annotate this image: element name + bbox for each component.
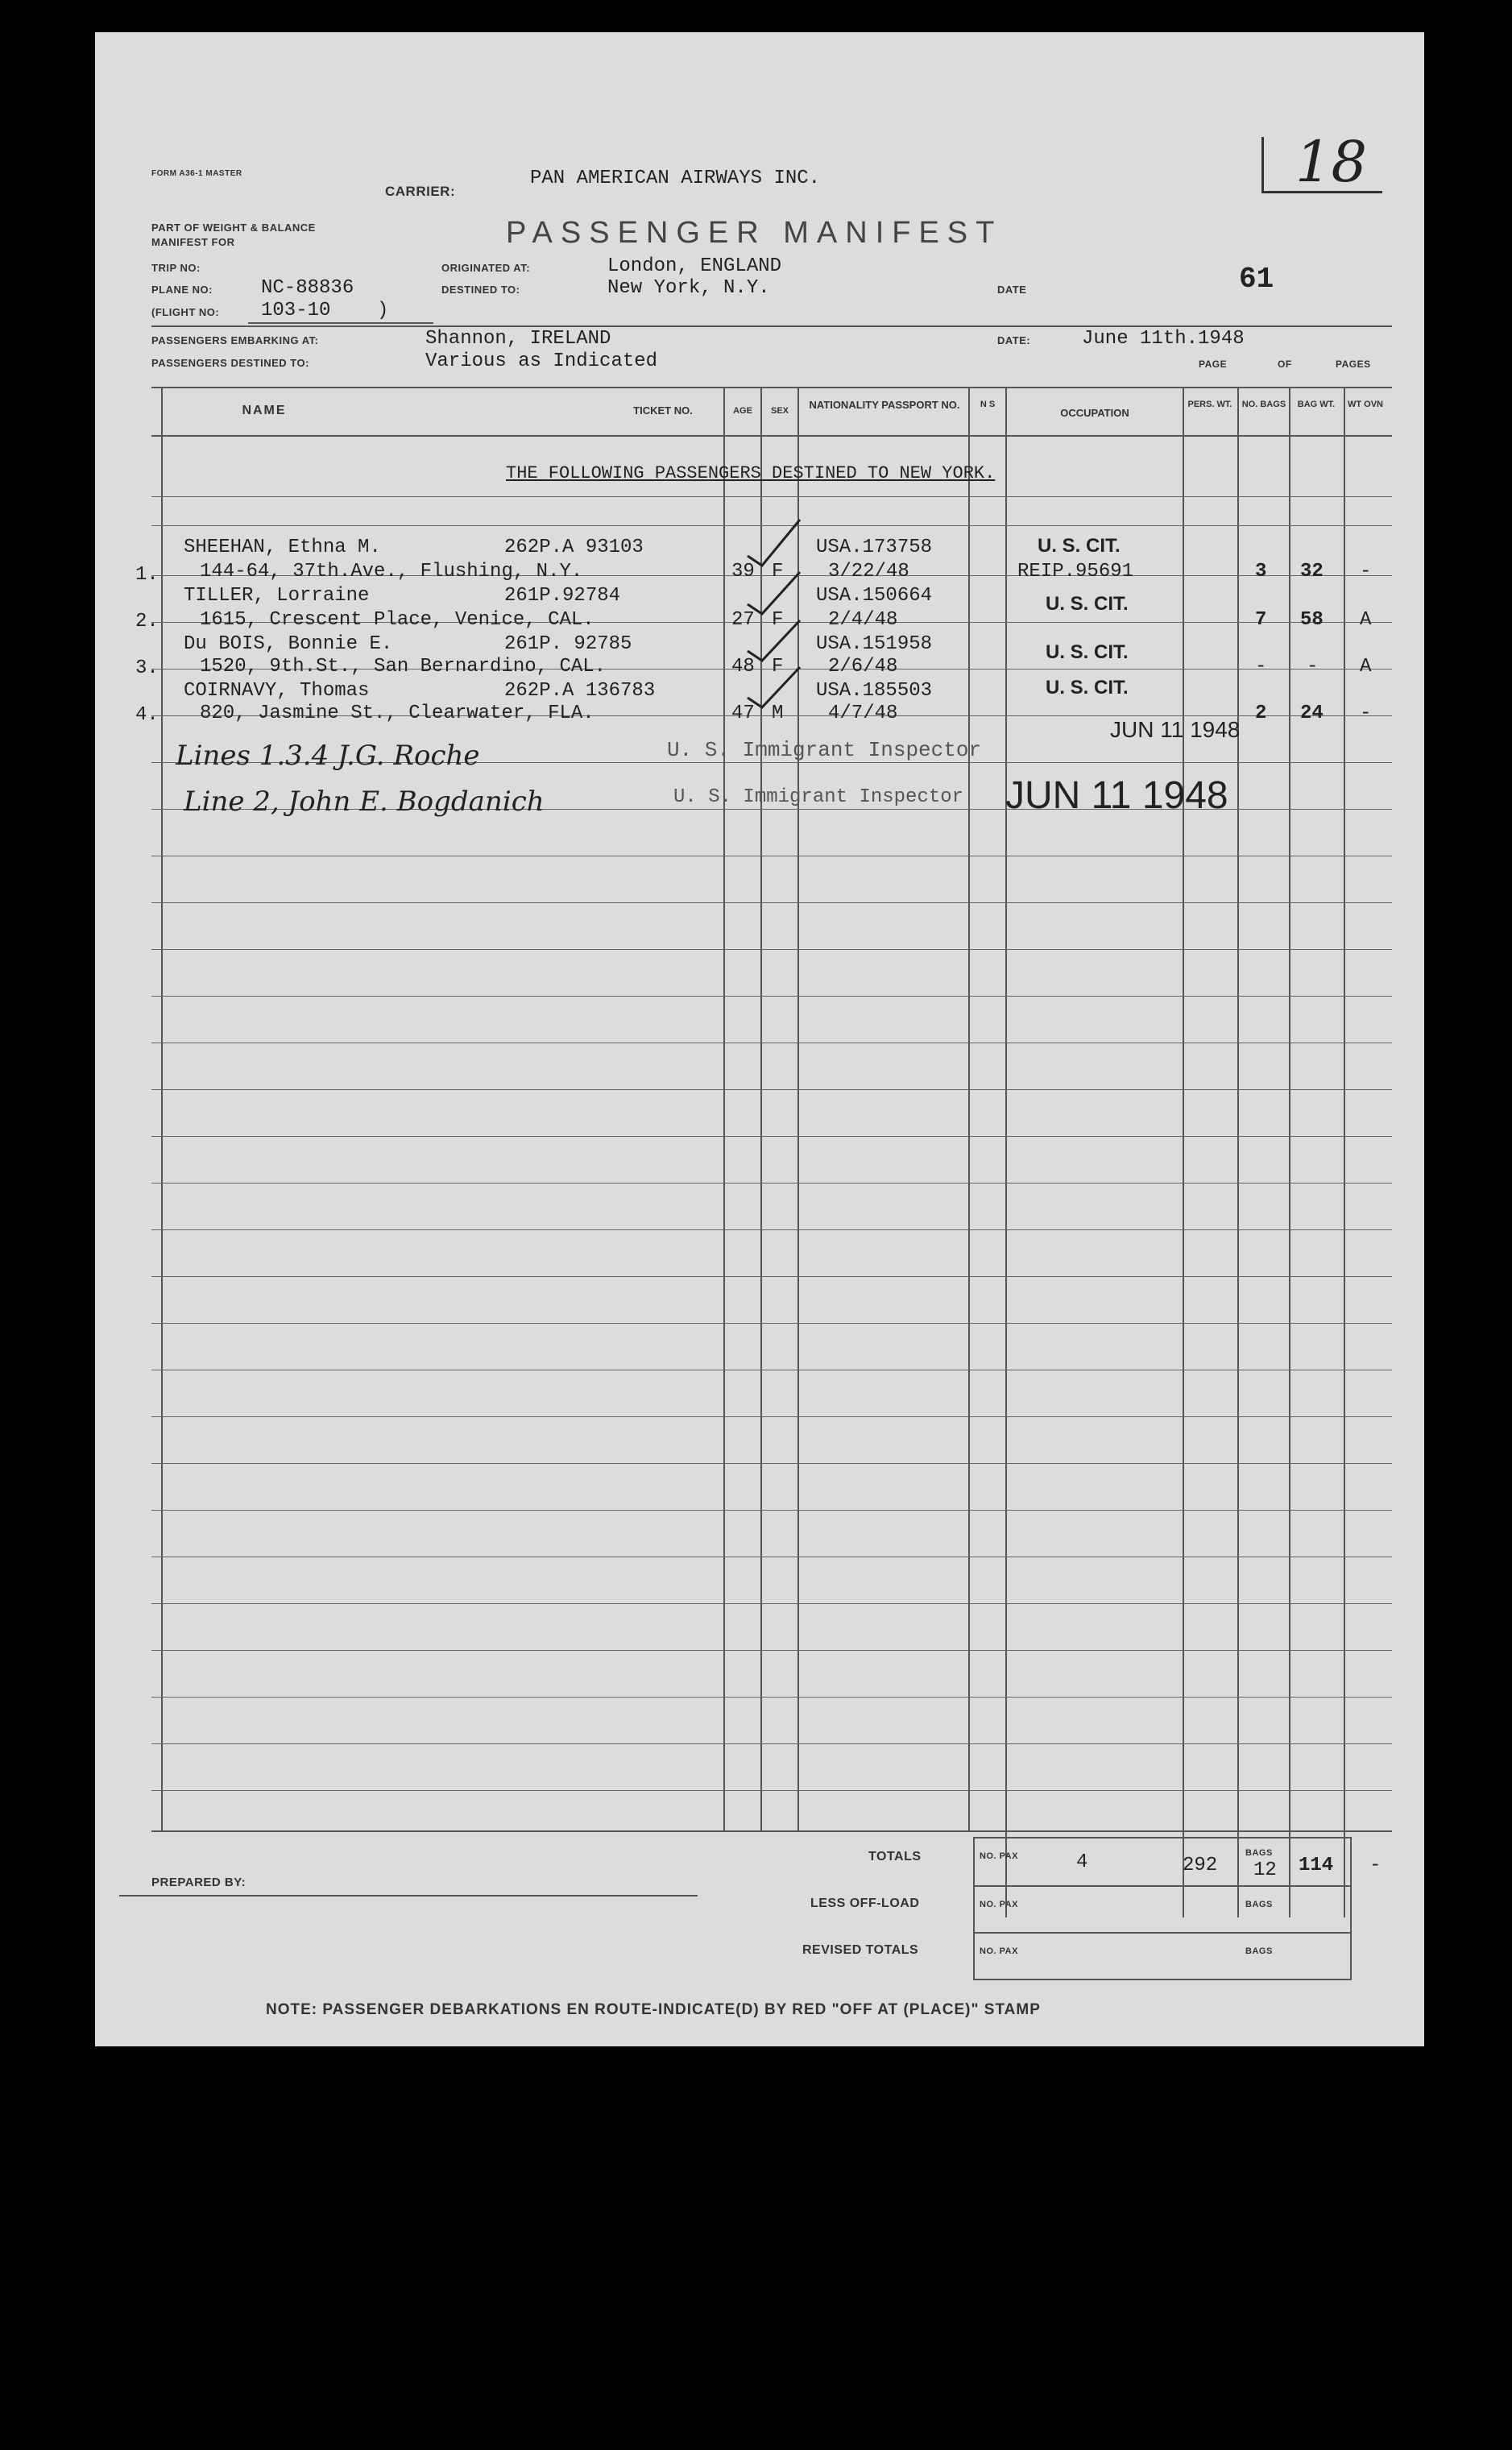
no-pax-label-3: NO. PAX: [980, 1946, 1018, 1956]
occupation-2: REIP.95691: [1017, 561, 1134, 582]
total-bag-wt: 114: [1299, 1855, 1334, 1876]
passport: USA.185503: [816, 680, 933, 702]
bag-wt: 24: [1300, 703, 1324, 724]
ruled-line: [151, 902, 1392, 903]
totals-box-left: [973, 1837, 975, 1980]
destined-value: New York, N.Y.: [607, 277, 770, 299]
no-pax-label-1: NO. PAX: [980, 1851, 1018, 1861]
total-bags: 12: [1253, 1859, 1277, 1881]
footer-note: NOTE: PASSENGER DEBARKATIONS EN ROUTE-INDICATE(D) BY RED "OFF AT (PLACE)" STAMP: [266, 2001, 1041, 2018]
passenger-name: COIRNAVY, Thomas: [184, 680, 370, 702]
ticket-no: 261P. 92785: [504, 633, 632, 655]
col-header-nationality: NATIONALITY PASSPORT NO.: [809, 399, 960, 411]
inspector-title-1: U. S. Immigrant Inspector: [667, 738, 982, 762]
check-mark-3: [748, 620, 800, 661]
revised-totals-label: REVISED TOTALS: [802, 1943, 919, 1957]
row-number: 2.: [135, 611, 159, 632]
passenger-address: 144-64, 37th.Ave., Flushing, N.Y.: [200, 561, 583, 582]
header-rule: [151, 325, 1392, 327]
ticket-no: 262P.A 136783: [504, 680, 656, 702]
originated-value: London, ENGLAND: [607, 255, 782, 277]
flight-no-close: ): [377, 300, 389, 321]
carrier-value: PAN AMERICAN AIRWAYS INC.: [530, 168, 821, 189]
bag-wt: 32: [1300, 561, 1324, 582]
wt-ovn: -: [1360, 703, 1372, 724]
passport: USA.173758: [816, 537, 933, 558]
totals-label: TOTALS: [868, 1850, 922, 1863]
check-mark-4: [748, 667, 800, 707]
col-line-9: [1289, 387, 1290, 1917]
passenger-address: 1615, Crescent Place, Venice, CAL.: [200, 609, 594, 631]
page-label: PAGE: [1199, 359, 1228, 370]
col-line-6: [1005, 387, 1007, 1917]
ruled-line: [151, 1650, 1392, 1651]
row-number: 3.: [135, 657, 159, 679]
age: 48: [731, 656, 755, 678]
col-header-bag-wt: BAG WT.: [1297, 400, 1336, 409]
totals-row-rule-2: [973, 1932, 1352, 1934]
ruled-line: [151, 996, 1392, 997]
col-header-ns: N S: [980, 400, 996, 409]
inspector-signature-2: Line 2, John E. Bogdanich: [184, 786, 545, 818]
ruled-line: [151, 1697, 1392, 1698]
col-line-5: [968, 387, 970, 1830]
less-offload-label: LESS OFF-LOAD: [810, 1897, 920, 1910]
ruled-line: [151, 1323, 1392, 1324]
age: 47: [731, 703, 755, 724]
bags: -: [1255, 656, 1267, 678]
col-line-2: [723, 387, 725, 1830]
row-number: 4.: [135, 704, 159, 726]
col-line-10: [1344, 387, 1345, 1917]
inspector-title-2: U. S. Immigrant Inspector: [673, 786, 964, 808]
col-header-age: AGE: [733, 406, 752, 416]
sex: M: [772, 703, 784, 724]
form-number: FORM A36-1 MASTER: [151, 169, 242, 178]
pages-label: PAGES: [1336, 359, 1371, 370]
trip-no-label: TRIP NO:: [151, 262, 201, 274]
flight-no-value: 103-10: [261, 300, 331, 321]
embarking-label: PASSENGERS EMBARKING AT:: [151, 334, 319, 346]
ruled-line: [151, 1463, 1392, 1464]
passport-date: 2/6/48: [828, 656, 898, 678]
ruled-line: [151, 1416, 1392, 1417]
bags-label-2: BAGS: [1245, 1900, 1273, 1909]
passenger-address: 820, Jasmine St., Clearwater, FLA.: [200, 703, 594, 724]
flight-no-label: (FLIGHT NO:: [151, 306, 220, 318]
col-line-8: [1237, 387, 1239, 1917]
total-pers-wt: 292: [1183, 1855, 1218, 1876]
ruled-line: [151, 1183, 1392, 1184]
passengers-destined-value: Various as Indicated: [425, 350, 658, 372]
passport-date: 4/7/48: [828, 703, 898, 724]
col-header-pers-wt: PERS. WT.: [1187, 400, 1232, 409]
ruled-line: [151, 1603, 1392, 1604]
ruled-line: [151, 1089, 1392, 1090]
wt-ovn: -: [1360, 561, 1372, 582]
date2-value: June 11th.1948: [1082, 328, 1245, 350]
row-number: 1.: [135, 564, 159, 586]
table-top-rule: [151, 387, 1392, 388]
col-line-1: [161, 387, 163, 1830]
totals-box-top: [973, 1837, 1352, 1839]
wt-ovn: A: [1360, 609, 1372, 631]
prepared-by-line: [119, 1895, 698, 1897]
ruled-line: [151, 1790, 1392, 1791]
total-ovn: -: [1369, 1855, 1382, 1876]
col-header-no-bags: NO. BAGS: [1241, 400, 1286, 409]
of-label: OF: [1278, 359, 1292, 370]
table-bottom-rule: [151, 1830, 1392, 1832]
check-mark-1: [748, 520, 800, 566]
check-mark-2: [748, 572, 800, 614]
inspection-date-2: JUN 11 1948: [1005, 774, 1228, 817]
wt-ovn: A: [1360, 656, 1372, 678]
ruled-line: [151, 1743, 1392, 1744]
col-line-7: [1183, 387, 1184, 1917]
bag-wt: 58: [1300, 609, 1324, 631]
ruled-line: [151, 496, 1392, 497]
page-number-stamp: 61: [1239, 263, 1274, 296]
bags: 7: [1255, 609, 1267, 631]
occupation-stamp: U. S. CIT.: [1046, 677, 1129, 699]
sex: F: [772, 656, 784, 678]
flight-no-underline: [248, 322, 433, 324]
inspector-signature-1: Lines 1.3.4 J.G. Roche: [176, 740, 480, 772]
bags-label-3: BAGS: [1245, 1946, 1273, 1956]
date-label: DATE: [997, 284, 1027, 296]
bags-label-1: BAGS: [1245, 1848, 1273, 1858]
manifest-title: PASSENGER MANIFEST: [506, 216, 1003, 250]
col-header-name: NAME: [242, 404, 287, 417]
total-pax: 4: [1076, 1851, 1088, 1873]
occupation-stamp: U. S. CIT.: [1046, 593, 1129, 615]
ruled-line: [151, 1510, 1392, 1511]
embarking-value: Shannon, IRELAND: [425, 328, 611, 350]
ruled-line: [151, 1136, 1392, 1137]
bag-wt: -: [1307, 656, 1319, 678]
col-header-wt-ovn: WT OVN: [1348, 400, 1383, 409]
passport: USA.151958: [816, 633, 933, 655]
ruled-line: [151, 1276, 1392, 1277]
totals-row-rule-1: [973, 1885, 1352, 1887]
manifest-page: [95, 32, 1424, 2046]
carrier-label: CARRIER:: [385, 184, 456, 199]
occupation-stamp: U. S. CIT.: [1046, 641, 1129, 663]
occupation-stamp: U. S. CIT.: [1038, 535, 1121, 557]
date2-label: DATE:: [997, 334, 1031, 346]
inspection-date-1: JUN 11 1948: [1110, 717, 1241, 742]
age: 27: [731, 609, 755, 631]
totals-box-right: [1350, 1837, 1352, 1980]
sex: F: [772, 561, 784, 582]
no-pax-label-2: NO. PAX: [980, 1900, 1018, 1909]
corner-mark: 18: [1295, 129, 1368, 195]
originated-label: ORIGINATED AT:: [441, 262, 531, 274]
ruled-line: [151, 1229, 1392, 1230]
plane-no-value: NC-88836: [261, 277, 354, 299]
table-header-rule: [151, 435, 1392, 437]
passenger-name: TILLER, Lorraine: [184, 585, 370, 607]
passengers-destined-label: PASSENGERS DESTINED TO:: [151, 357, 309, 369]
passenger-name: Du BOIS, Bonnie E.: [184, 633, 393, 655]
age: 39: [731, 561, 755, 582]
ticket-no: 262P.A 93103: [504, 537, 644, 558]
passport-date: 2/4/48: [828, 609, 898, 631]
ruled-line: [151, 949, 1392, 950]
passport-date: 3/22/48: [828, 561, 909, 582]
check-marks: [739, 516, 820, 733]
totals-box-bottom: [973, 1979, 1352, 1980]
passenger-name: SHEEHAN, Ethna M.: [184, 537, 381, 558]
bags: 2: [1255, 703, 1267, 724]
plane-no-label: PLANE NO:: [151, 284, 213, 296]
part-of-label: PART OF WEIGHT & BALANCE MANIFEST FOR: [151, 222, 316, 248]
passenger-address: 1520, 9th.St., San Bernardino, CAL.: [200, 656, 607, 678]
bags: 3: [1255, 561, 1267, 582]
col-header-ticket: TICKET NO.: [633, 404, 693, 417]
col-header-occupation: OCCUPATION: [1060, 407, 1129, 419]
destined-label: DESTINED TO:: [441, 284, 520, 296]
passport: USA.150664: [816, 585, 933, 607]
sex: F: [772, 609, 784, 631]
section-heading: THE FOLLOWING PASSENGERS DESTINED TO NEW YORK.: [506, 463, 996, 483]
col-header-sex: SEX: [770, 406, 789, 416]
prepared-by-label: PREPARED BY:: [151, 1876, 246, 1889]
ticket-no: 261P.92784: [504, 585, 621, 607]
